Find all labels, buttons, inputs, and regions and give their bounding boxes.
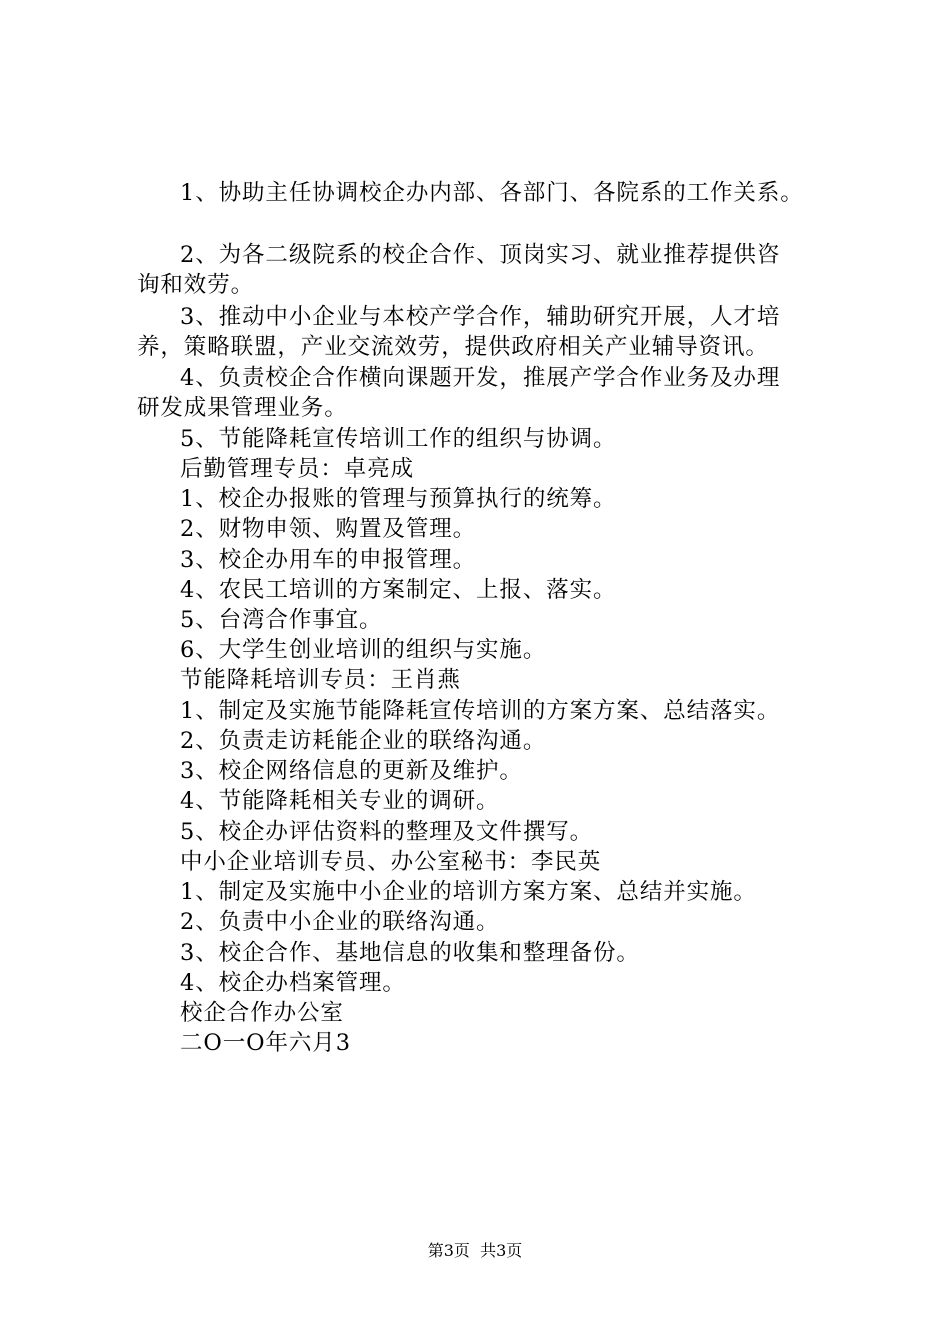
text-line: 3、校企办用车的申报管理。 xyxy=(180,547,477,573)
text-line: 4、农民工培训的方案制定、上报、落实。 xyxy=(180,577,617,603)
text-line: 研发成果管理业务。 xyxy=(137,395,348,421)
text-line: 2、为各二级院系的校企合作、顶岗实习、就业推荐提供咨 xyxy=(180,242,781,268)
text-line: 3、校企合作、基地信息的收集和整理备份。 xyxy=(180,940,640,966)
text-line: 4、节能降耗相关专业的调研。 xyxy=(180,788,500,814)
text-line: 5、台湾合作事宜。 xyxy=(180,607,383,633)
text-line: 1、制定及实施节能降耗宣传培训的方案方案、总结落实。 xyxy=(180,698,781,724)
signature-date: 二O一O年六月3 xyxy=(180,1030,351,1056)
text-line: 2、财物申领、购置及管理。 xyxy=(180,516,477,542)
page-number-footer: 第3页 共3页 xyxy=(427,1241,523,1260)
text-line: 1、校企办报账的管理与预算执行的统筹。 xyxy=(180,486,617,512)
text-line: 2、负责走访耗能企业的联络沟通。 xyxy=(180,728,547,754)
text-line: 1、协助主任协调校企办内部、各部门、各院系的工作关系。 xyxy=(180,180,804,206)
text-line: 2、负责中小企业的联络沟通。 xyxy=(180,909,500,935)
section-heading: 后勤管理专员：卓亮成 xyxy=(180,456,415,482)
text-line: 养，策略联盟，产业交流效劳，提供政府相关产业辅导资讯。 xyxy=(137,334,769,360)
text-line: 4、负责校企合作横向课题开发，推展产学合作业务及办理 xyxy=(180,365,781,391)
text-line: 5、节能降耗宣传培训工作的组织与协调。 xyxy=(180,426,617,452)
text-line: 询和效劳。 xyxy=(137,272,255,298)
text-line: 4、校企办档案管理。 xyxy=(180,970,406,996)
text-line: 6、大学生创业培训的组织与实施。 xyxy=(180,637,547,663)
text-line: 5、校企办评估资料的整理及文件撰写。 xyxy=(180,819,594,845)
signature-office: 校企合作办公室 xyxy=(180,1000,344,1026)
text-line: 1、制定及实施中小企业的培训方案方案、总结并实施。 xyxy=(180,879,757,905)
text-line: 3、推动中小企业与本校产学合作，辅助研究开展，人才培 xyxy=(180,304,781,330)
section-heading: 中小企业培训专员、办公室秘书：李民英 xyxy=(180,849,602,875)
section-heading: 节能降耗培训专员：王肖燕 xyxy=(180,667,461,693)
text-line: 3、校企网络信息的更新及维护。 xyxy=(180,758,523,784)
